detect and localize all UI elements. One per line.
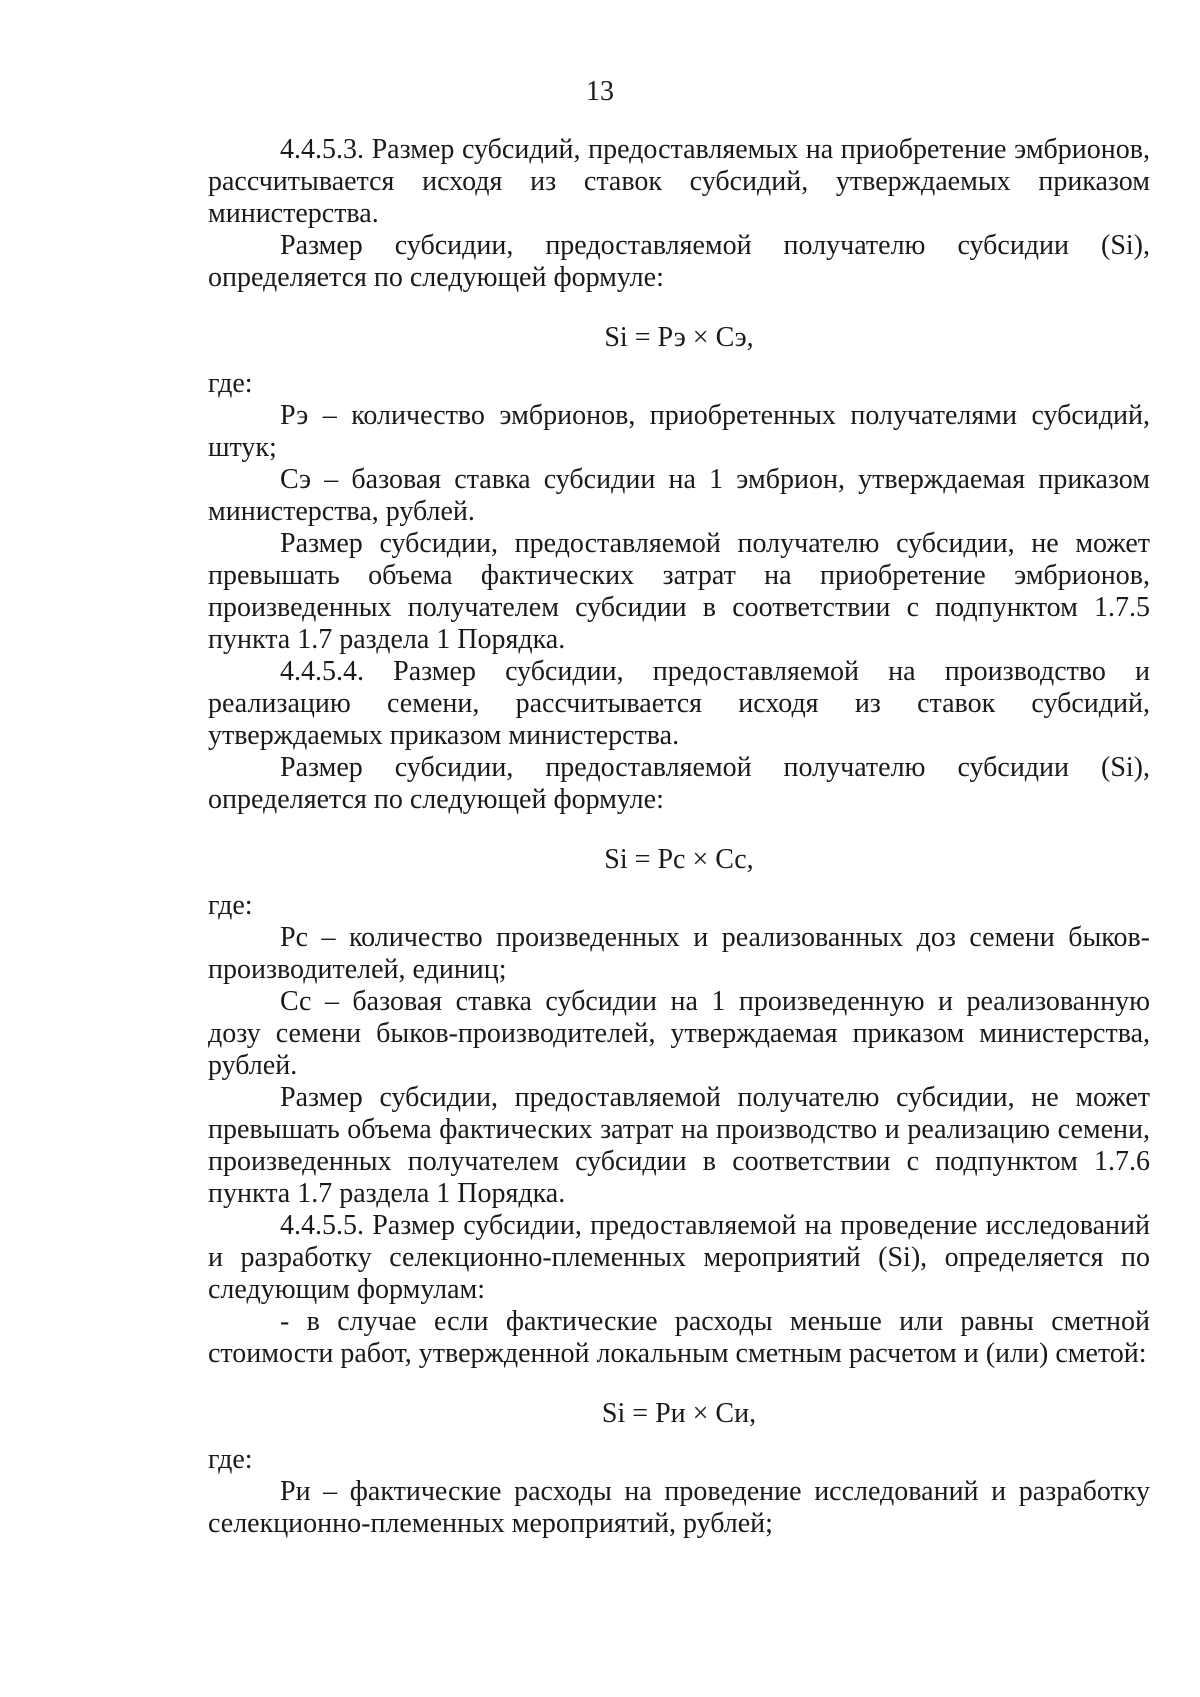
where-label: где: <box>208 368 253 399</box>
page-number: 13 <box>586 76 614 107</box>
paragraph-4-4-5-4: 4.4.5.4. Размер субсидии, предоставляемой на производство и реализацию семени, рассчитывается исходя из ставок субсидий, утверждаемых приказом министерства. <box>208 656 1150 751</box>
spacer <box>208 876 1150 890</box>
paragraph-case: - в случае если фактические расходы меньше или равны сметной стоимости работ, утвержденной локальным сметным расчетом и (или) сметой: <box>208 1306 1150 1369</box>
definition-ss: Сс – базовая ставка субсидии на 1 произведенную и реализованную дозу семени быков-производителей, утверждаемая приказом министерства, рублей. <box>208 986 1150 1081</box>
paragraph-limit-semen: Размер субсидии, предоставляемой получателю субсидии, не может превышать объема фактических затрат на производство и реализацию семени, произведенных получателем субсидии в соответствии с подпунктом 1.7.6 пункта 1.7 раздела 1 Порядка. <box>208 1082 1150 1209</box>
definition-re: Рэ – количество эмбрионов, приобретенных получателями субсидий, штук; <box>208 400 1150 463</box>
definition-ri: Ри – фактические расходы на проведение исследований и разработку селекционно-племенных мероприятий, рублей; <box>208 1476 1150 1539</box>
spacer <box>208 816 1150 844</box>
document-body <box>208 134 1150 1540</box>
where-label: где: <box>208 890 253 921</box>
definition-se: Сэ – базовая ставка субсидии на 1 эмбрион, утверждаемая приказом министерства, рублей. <box>208 464 1150 527</box>
paragraph-4-4-5-5: 4.4.5.5. Размер субсидии, предоставляемой на проведение исследований и разработку селекционно-племенных мероприятий (Si), определяется по следующим формулам: <box>208 1210 1150 1305</box>
spacer <box>208 1430 1150 1444</box>
formula-embryo: Si = Рэ × Сэ, <box>604 322 754 353</box>
paragraph-formula-intro: Размер субсидии, предоставляемой получателю субсидии (Si), определяется по следующей формуле: <box>208 230 1150 293</box>
spacer <box>208 294 1150 322</box>
paragraph-formula-intro: Размер субсидии, предоставляемой получателю субсидии (Si), определяется по следующей формуле: <box>208 752 1150 815</box>
spacer <box>208 354 1150 368</box>
paragraph-limit-embryo: Размер субсидии, предоставляемой получателю субсидии, не может превышать объема фактических затрат на приобретение эмбрионов, произведенных получателем субсидии в соответствии с подпунктом 1.7.5 пункта 1.7 раздела 1 Порядка. <box>208 528 1150 655</box>
formula-research: Si = Ри × Си, <box>601 1398 757 1429</box>
paragraph-4-4-5-3: 4.4.5.3. Размер субсидий, предоставляемых на приобретение эмбрионов, рассчитывается исходя из ставок субсидий, утверждаемых приказом министерства. <box>208 134 1150 229</box>
definition-rs: Рс – количество произведенных и реализованных доз семени быков-производителей, единиц; <box>208 922 1150 985</box>
spacer <box>208 1370 1150 1398</box>
where-label: где: <box>208 1444 253 1475</box>
formula-semen: Si = Рс × Сс, <box>604 844 754 875</box>
